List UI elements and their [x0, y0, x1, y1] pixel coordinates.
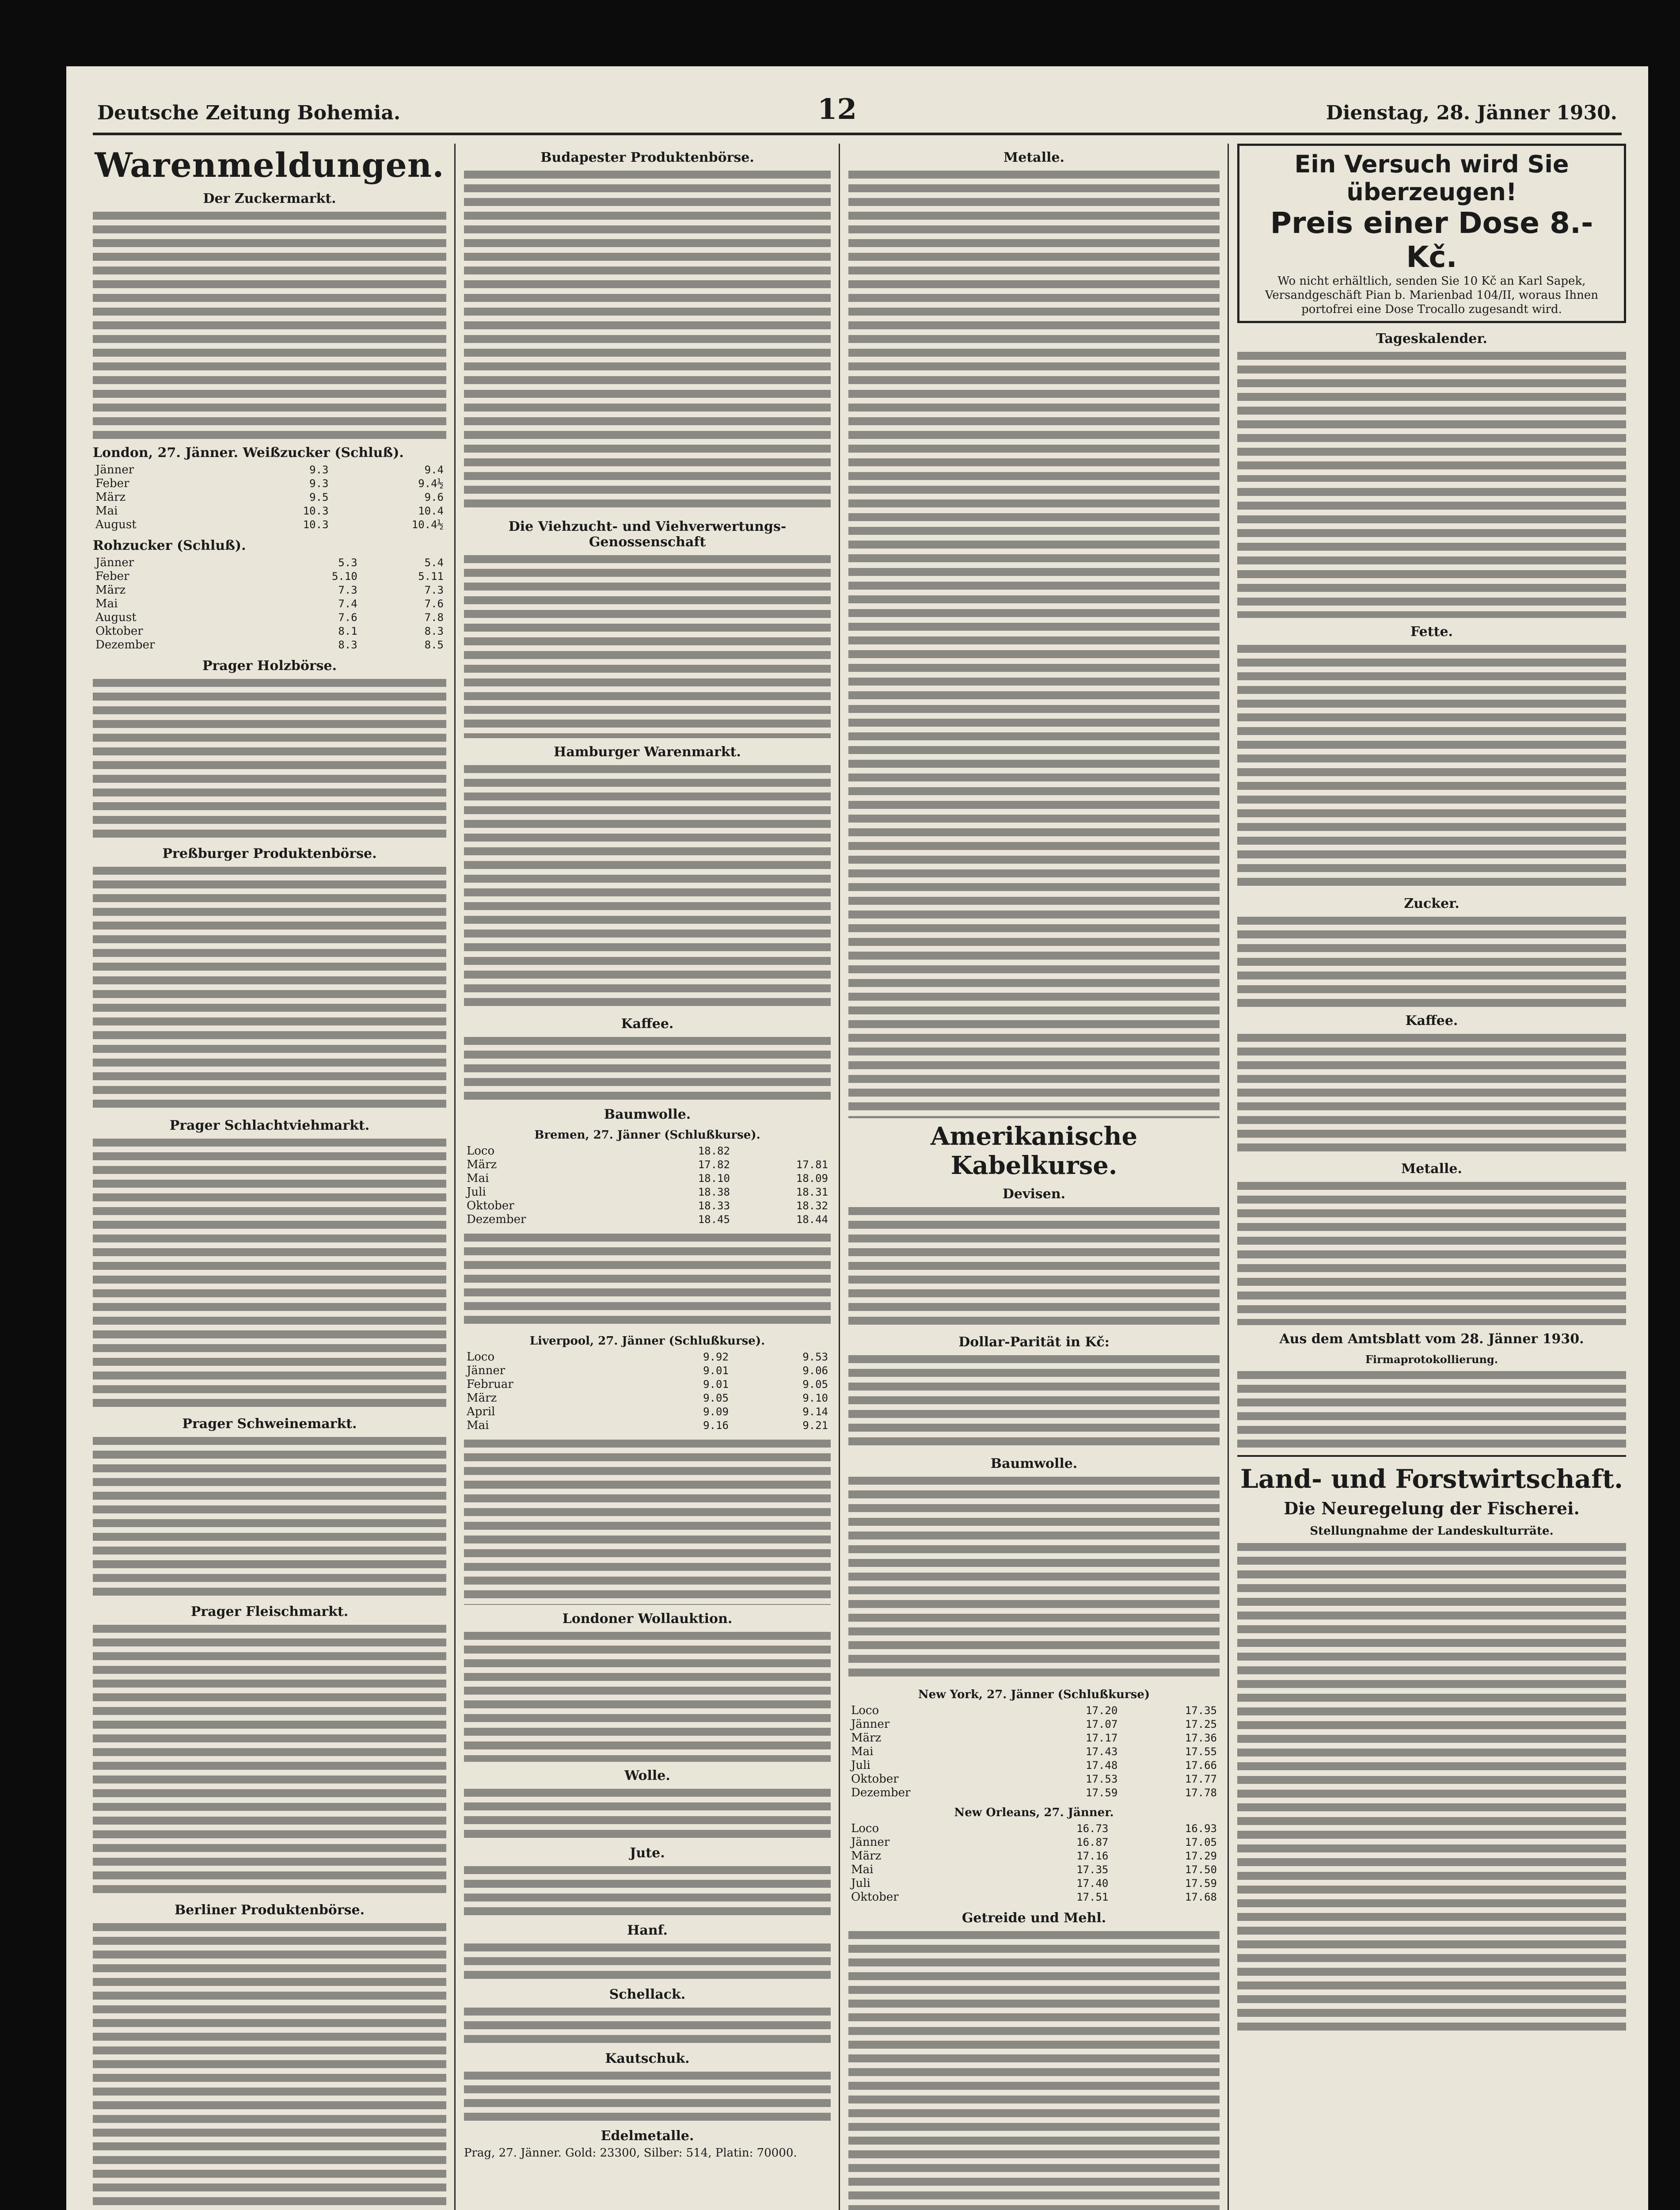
article-subtitle: Stellungnahme der Landeskulturräte. — [1310, 1524, 1554, 1538]
row-label: Loco — [851, 1822, 879, 1835]
heading-fette: Fette. — [1410, 624, 1453, 640]
table-row — [93, 611, 446, 625]
article-text — [93, 1920, 446, 2210]
price-cell: 17.29 — [1185, 1850, 1217, 1862]
article-text — [464, 1629, 831, 1762]
table-row — [93, 477, 446, 491]
heading-hamburg: Hamburger Warenmarkt. — [554, 744, 741, 760]
article-text — [93, 1434, 446, 1598]
price-cell: 16.87 — [1076, 1836, 1109, 1848]
article-text — [848, 1353, 1220, 1450]
article-text — [464, 1034, 831, 1101]
edelmetalle-line: Prag, 27. Jänner. Gold: 23300, Silber: 514, Platin: 70000. — [464, 2146, 797, 2160]
price-cell: 17.48 — [1086, 1759, 1118, 1772]
row-label: Juli — [467, 1185, 486, 1199]
price-cell: 7.8 — [424, 611, 444, 624]
row-label: Mai — [95, 597, 118, 610]
masthead — [93, 84, 1622, 135]
article-text — [464, 762, 831, 1010]
article-text — [464, 2005, 831, 2045]
column-4 — [1237, 144, 1626, 2210]
ad-price: Preis einer Dose 8.- Kč. — [1270, 206, 1593, 274]
price-cell — [733, 1144, 831, 1158]
article-text — [1237, 1540, 1626, 2035]
price-cell: 18.09 — [796, 1172, 828, 1185]
heading-schweinemarkt: Prager Schweinemarkt. — [182, 1416, 357, 1432]
heading-london-sugar: London, 27. Jänner. Weißzucker (Schluß). — [93, 445, 404, 461]
article-text — [93, 1622, 446, 1896]
price-cell: 5.3 — [338, 556, 357, 569]
price-cell: 8.3 — [424, 625, 444, 637]
divider — [1237, 1455, 1626, 1457]
price-cell: 9.05 — [802, 1378, 828, 1391]
article-text — [93, 676, 446, 840]
price-cell: 17.20 — [1086, 1704, 1118, 1717]
article-text — [93, 1136, 446, 1410]
table-row — [464, 1391, 831, 1405]
heading-kaffee: Kaffee. — [1405, 1013, 1458, 1029]
article-text — [848, 1204, 1220, 1328]
price-cell: 18.45 — [698, 1213, 730, 1226]
price-cell: 9.53 — [802, 1351, 828, 1363]
heading-wollauktion: Londoner Wollauktion. — [562, 1611, 733, 1627]
heading-liverpool: Liverpool, 27. Jänner (Schlußkurse). — [529, 1334, 765, 1348]
heading-zucker: Zucker. — [1404, 896, 1460, 911]
price-cell: 17.05 — [1185, 1836, 1217, 1848]
price-cell: 8.3 — [338, 639, 357, 651]
heading-berlin: Berliner Produktenbörse. — [174, 1902, 365, 1918]
price-cell: 18.31 — [796, 1186, 828, 1198]
raw-sugar-table — [93, 556, 446, 652]
price-cell: 9.5 — [309, 491, 329, 503]
row-label: August — [95, 518, 137, 531]
price-cell: 17.78 — [1185, 1787, 1217, 1799]
table-row — [464, 1364, 831, 1378]
newspaper-page — [66, 66, 1648, 2210]
heading-fleischmarkt: Prager Fleischmarkt. — [190, 1604, 349, 1619]
row-label: Mai — [95, 504, 118, 518]
price-cell: 9.6 — [424, 491, 444, 503]
bremen-table — [464, 1144, 831, 1227]
heading-metalle: Metalle. — [1003, 150, 1064, 165]
trocallo-advertisement — [1237, 144, 1626, 323]
price-cell: 8.5 — [424, 639, 444, 651]
price-cell: 9.09 — [703, 1406, 729, 1418]
row-label: März — [467, 1391, 497, 1405]
row-label: Jänner — [851, 1718, 890, 1731]
table-row — [848, 1877, 1220, 1890]
table-row — [848, 1759, 1220, 1772]
article-text — [464, 2069, 831, 2122]
price-cell: 17.36 — [1185, 1732, 1217, 1744]
price-cell: 9.01 — [703, 1378, 729, 1391]
price-cell: 18.38 — [698, 1186, 730, 1198]
table-row — [93, 556, 446, 570]
price-cell: 17.25 — [1185, 1718, 1217, 1730]
row-label: Dezember — [467, 1213, 526, 1226]
article-text — [464, 168, 831, 513]
article-text — [464, 1863, 831, 1917]
table-row — [848, 1786, 1220, 1800]
table-row — [848, 1849, 1220, 1863]
row-label: Juli — [851, 1877, 870, 1890]
price-cell: 7.6 — [424, 598, 444, 610]
article-text — [848, 1928, 1220, 2210]
row-label: Jänner — [467, 1364, 506, 1377]
heading-dollar-paritaet: Dollar-Parität in Kč: — [958, 1334, 1110, 1350]
table-row — [464, 1378, 831, 1391]
price-cell: 9.05 — [703, 1392, 729, 1404]
row-label: April — [467, 1405, 495, 1418]
price-cell: 17.35 — [1076, 1863, 1109, 1876]
table-row — [93, 570, 446, 583]
article-text — [1237, 914, 1626, 1007]
price-cell: 17.55 — [1185, 1745, 1217, 1758]
table-row — [464, 1144, 831, 1158]
heading-kautschuk: Kautschuk. — [605, 2051, 690, 2066]
price-cell: 17.07 — [1086, 1718, 1118, 1730]
row-label: Mai — [467, 1419, 489, 1432]
price-cell: 7.3 — [424, 584, 444, 596]
price-cell: 9.14 — [802, 1406, 828, 1418]
row-label: Februar — [467, 1378, 513, 1391]
row-label: Loco — [467, 1144, 495, 1158]
price-cell: 16.93 — [1185, 1822, 1217, 1835]
row-label: Jänner — [95, 556, 134, 569]
table-row — [93, 518, 446, 532]
heading-firmaprotokoll: Firmaprotokollierung. — [1365, 1353, 1498, 1366]
heading-neworleans: New Orleans, 27. Jänner. — [954, 1806, 1114, 1819]
price-cell: 9.4 — [424, 464, 444, 476]
row-label: Jänner — [95, 463, 134, 476]
price-cell: 9.21 — [802, 1419, 828, 1432]
row-label: Jänner — [851, 1836, 890, 1849]
row-label: Mai — [467, 1172, 489, 1185]
price-cell: 17.77 — [1185, 1773, 1217, 1785]
row-label: Oktober — [95, 625, 143, 638]
price-cell: 5.4 — [424, 556, 444, 569]
heading-produktenboerse: Preßburger Produktenbörse. — [162, 846, 377, 861]
price-cell: 9.01 — [703, 1364, 729, 1377]
article-text — [464, 1437, 831, 1605]
section-title-warenmeldungen: Warenmeldungen. — [95, 145, 445, 185]
price-cell: 17.59 — [1086, 1787, 1118, 1799]
column-rule — [839, 144, 840, 2210]
table-row — [464, 1350, 831, 1364]
article-text — [93, 864, 446, 1112]
heading-baumwolle: Baumwolle. — [604, 1107, 691, 1122]
row-label: Oktober — [851, 1772, 899, 1786]
price-cell: 17.53 — [1086, 1773, 1118, 1785]
table-row — [848, 1718, 1220, 1731]
price-cell: 17.43 — [1086, 1745, 1118, 1758]
price-cell: 5.10 — [331, 570, 357, 583]
article-title-fischerei: Die Neuregelung der Fischerei. — [1284, 1498, 1580, 1518]
price-cell: 7.6 — [338, 611, 357, 624]
table-row — [93, 625, 446, 638]
price-cell: 9.06 — [802, 1364, 828, 1377]
heading-amtsblatt: Aus dem Amtsblatt vom 28. Jänner 1930. — [1279, 1331, 1584, 1347]
table-row — [848, 1772, 1220, 1786]
row-label: Loco — [467, 1350, 495, 1364]
row-label: März — [95, 583, 126, 597]
row-label: Loco — [851, 1704, 879, 1717]
table-row — [93, 491, 446, 504]
heading-rohzucker: Rohzucker (Schluß). — [93, 538, 246, 553]
section-title-landwirtschaft: Land- und Forstwirtschaft. — [1240, 1464, 1623, 1494]
page-number: 12 — [817, 93, 857, 126]
heading-bremen: Bremen, 27. Jänner (Schlußkurse). — [534, 1128, 760, 1142]
heading-devisen: Devisen. — [1002, 1186, 1066, 1202]
price-cell: 18.32 — [796, 1200, 828, 1212]
article-text — [464, 1941, 831, 1981]
row-label: März — [851, 1731, 882, 1745]
heading-kaffee: Kaffee. — [621, 1016, 674, 1032]
heading-wolle: Wolle. — [624, 1768, 670, 1783]
section-title-kabelkurse: Amerikanische Kabelkurse. — [930, 1122, 1138, 1180]
article-text — [1237, 1031, 1626, 1155]
table-row — [93, 463, 446, 477]
table-row — [464, 1172, 831, 1185]
heading-baumwolle: Baumwolle. — [990, 1456, 1078, 1471]
table-row — [93, 597, 446, 611]
price-cell: 16.73 — [1076, 1822, 1109, 1835]
price-cell: 10.4 — [418, 505, 444, 517]
article-text — [1237, 1179, 1626, 1325]
row-label: Oktober — [851, 1890, 899, 1904]
heading-metalle: Metalle. — [1401, 1161, 1462, 1177]
heading-getreide: Getreide und Mehl. — [962, 1910, 1106, 1926]
article-text — [1237, 1368, 1626, 1448]
row-label: August — [95, 611, 137, 624]
price-cell: 17.59 — [1185, 1877, 1217, 1890]
table-row — [93, 504, 446, 518]
column-1 — [93, 144, 446, 2210]
table-row — [464, 1405, 831, 1419]
table-row — [464, 1199, 831, 1213]
row-label: Mai — [851, 1863, 874, 1876]
row-label: März — [95, 491, 126, 504]
price-cell: 9.92 — [703, 1351, 729, 1363]
paper-name: Deutsche Zeitung Bohemia. — [97, 102, 401, 124]
table-row — [848, 1890, 1220, 1904]
newyork-table — [848, 1704, 1220, 1800]
price-cell: 17.51 — [1076, 1891, 1109, 1903]
heading-schellack: Schellack. — [609, 1987, 686, 2002]
table-row — [848, 1731, 1220, 1745]
price-cell: 18.10 — [698, 1172, 730, 1185]
table-row — [848, 1863, 1220, 1877]
heading-jute: Jute. — [630, 1845, 665, 1861]
price-cell: 9.4½ — [418, 477, 444, 490]
heading-schlachtvieh: Prager Schlachtviehmarkt. — [169, 1118, 370, 1133]
price-cell: 17.50 — [1185, 1863, 1217, 1876]
column-3 — [848, 144, 1220, 2210]
article-text — [1237, 485, 1626, 618]
heading-edelmetalle: Edelmetalle. — [601, 2128, 694, 2144]
price-cell: 9.16 — [703, 1419, 729, 1432]
table-row — [93, 638, 446, 652]
price-cell: 10.3 — [303, 505, 329, 517]
row-label: Mai — [851, 1745, 874, 1758]
article-text — [1237, 642, 1626, 890]
column-2 — [464, 144, 831, 2210]
article-text — [464, 1786, 831, 1839]
price-cell: 10.4½ — [411, 518, 444, 531]
price-cell: 7.3 — [338, 584, 357, 596]
row-label: Oktober — [467, 1199, 514, 1212]
price-cell: 18.44 — [796, 1213, 828, 1226]
price-cell: 7.4 — [338, 598, 357, 610]
price-cell: 17.40 — [1076, 1877, 1109, 1890]
price-cell: 9.10 — [802, 1392, 828, 1404]
row-label: Juli — [851, 1759, 870, 1772]
price-cell: 18.82 — [698, 1145, 730, 1157]
price-cell: 17.17 — [1086, 1732, 1118, 1744]
heading-budapest: Budapester Produktenbörse. — [540, 150, 754, 165]
table-row — [848, 1822, 1220, 1836]
column-rule — [454, 144, 456, 2210]
table-row — [93, 583, 446, 597]
heading-hanf: Hanf. — [627, 1923, 668, 1938]
heading-newyork: New York, 27. Jänner (Schlußkurse) — [918, 1688, 1150, 1701]
article-text — [464, 1231, 831, 1328]
price-cell: 18.33 — [698, 1200, 730, 1212]
price-cell: 8.1 — [338, 625, 357, 637]
price-cell: 9.3 — [309, 477, 329, 490]
heading-tageskalender: Tageskalender. — [1376, 331, 1487, 347]
table-row — [848, 1745, 1220, 1759]
article-text — [848, 168, 1220, 1118]
liverpool-table — [464, 1350, 831, 1433]
issue-date: Dienstag, 28. Jänner 1930. — [1326, 102, 1617, 124]
table-row — [464, 1419, 831, 1433]
column-rule — [1228, 144, 1229, 2210]
table-row — [464, 1158, 831, 1172]
table-row — [848, 1704, 1220, 1718]
table-row — [464, 1213, 831, 1227]
row-label: Feber — [95, 477, 129, 490]
price-cell: 17.16 — [1076, 1850, 1109, 1862]
row-label: Dezember — [851, 1786, 911, 1799]
article-text — [93, 209, 446, 439]
price-cell: 17.82 — [698, 1158, 730, 1171]
price-cell: 17.68 — [1185, 1891, 1217, 1903]
article-text — [464, 552, 831, 738]
price-cell: 10.3 — [303, 518, 329, 531]
article-text — [1237, 349, 1626, 482]
table-row — [848, 1836, 1220, 1849]
price-cell: 17.66 — [1185, 1759, 1217, 1772]
price-cell: 5.11 — [418, 570, 444, 583]
article-text — [848, 1474, 1220, 1682]
price-cell: 9.3 — [309, 464, 329, 476]
price-cell: 17.35 — [1185, 1704, 1217, 1717]
heading-holzboerse: Prager Holzbörse. — [202, 658, 337, 674]
row-label: März — [851, 1849, 882, 1863]
row-label: März — [467, 1158, 497, 1171]
row-label: Dezember — [95, 638, 155, 652]
heading-zuckermarkt: Der Zuckermarkt. — [203, 191, 336, 206]
heading-vieh: Die Viehzucht- und Viehverwertungs-Genossenschaft — [508, 519, 787, 550]
neworleans-table — [848, 1822, 1220, 1904]
ad-text: Wo nicht erhältlich, senden Sie 10 Kč an Karl Sapek, Versandgeschäft Pian b. Marienbad 104/II, woraus Ihnen portofrei eine Dose Trocallo zugesandt wird. — [1265, 274, 1599, 316]
sugar-table — [93, 463, 446, 532]
price-cell: 17.81 — [796, 1158, 828, 1171]
ad-headline: Ein Versuch wird Sie überzeugen! — [1294, 150, 1569, 206]
table-row — [464, 1185, 831, 1199]
row-label: Feber — [95, 570, 129, 583]
